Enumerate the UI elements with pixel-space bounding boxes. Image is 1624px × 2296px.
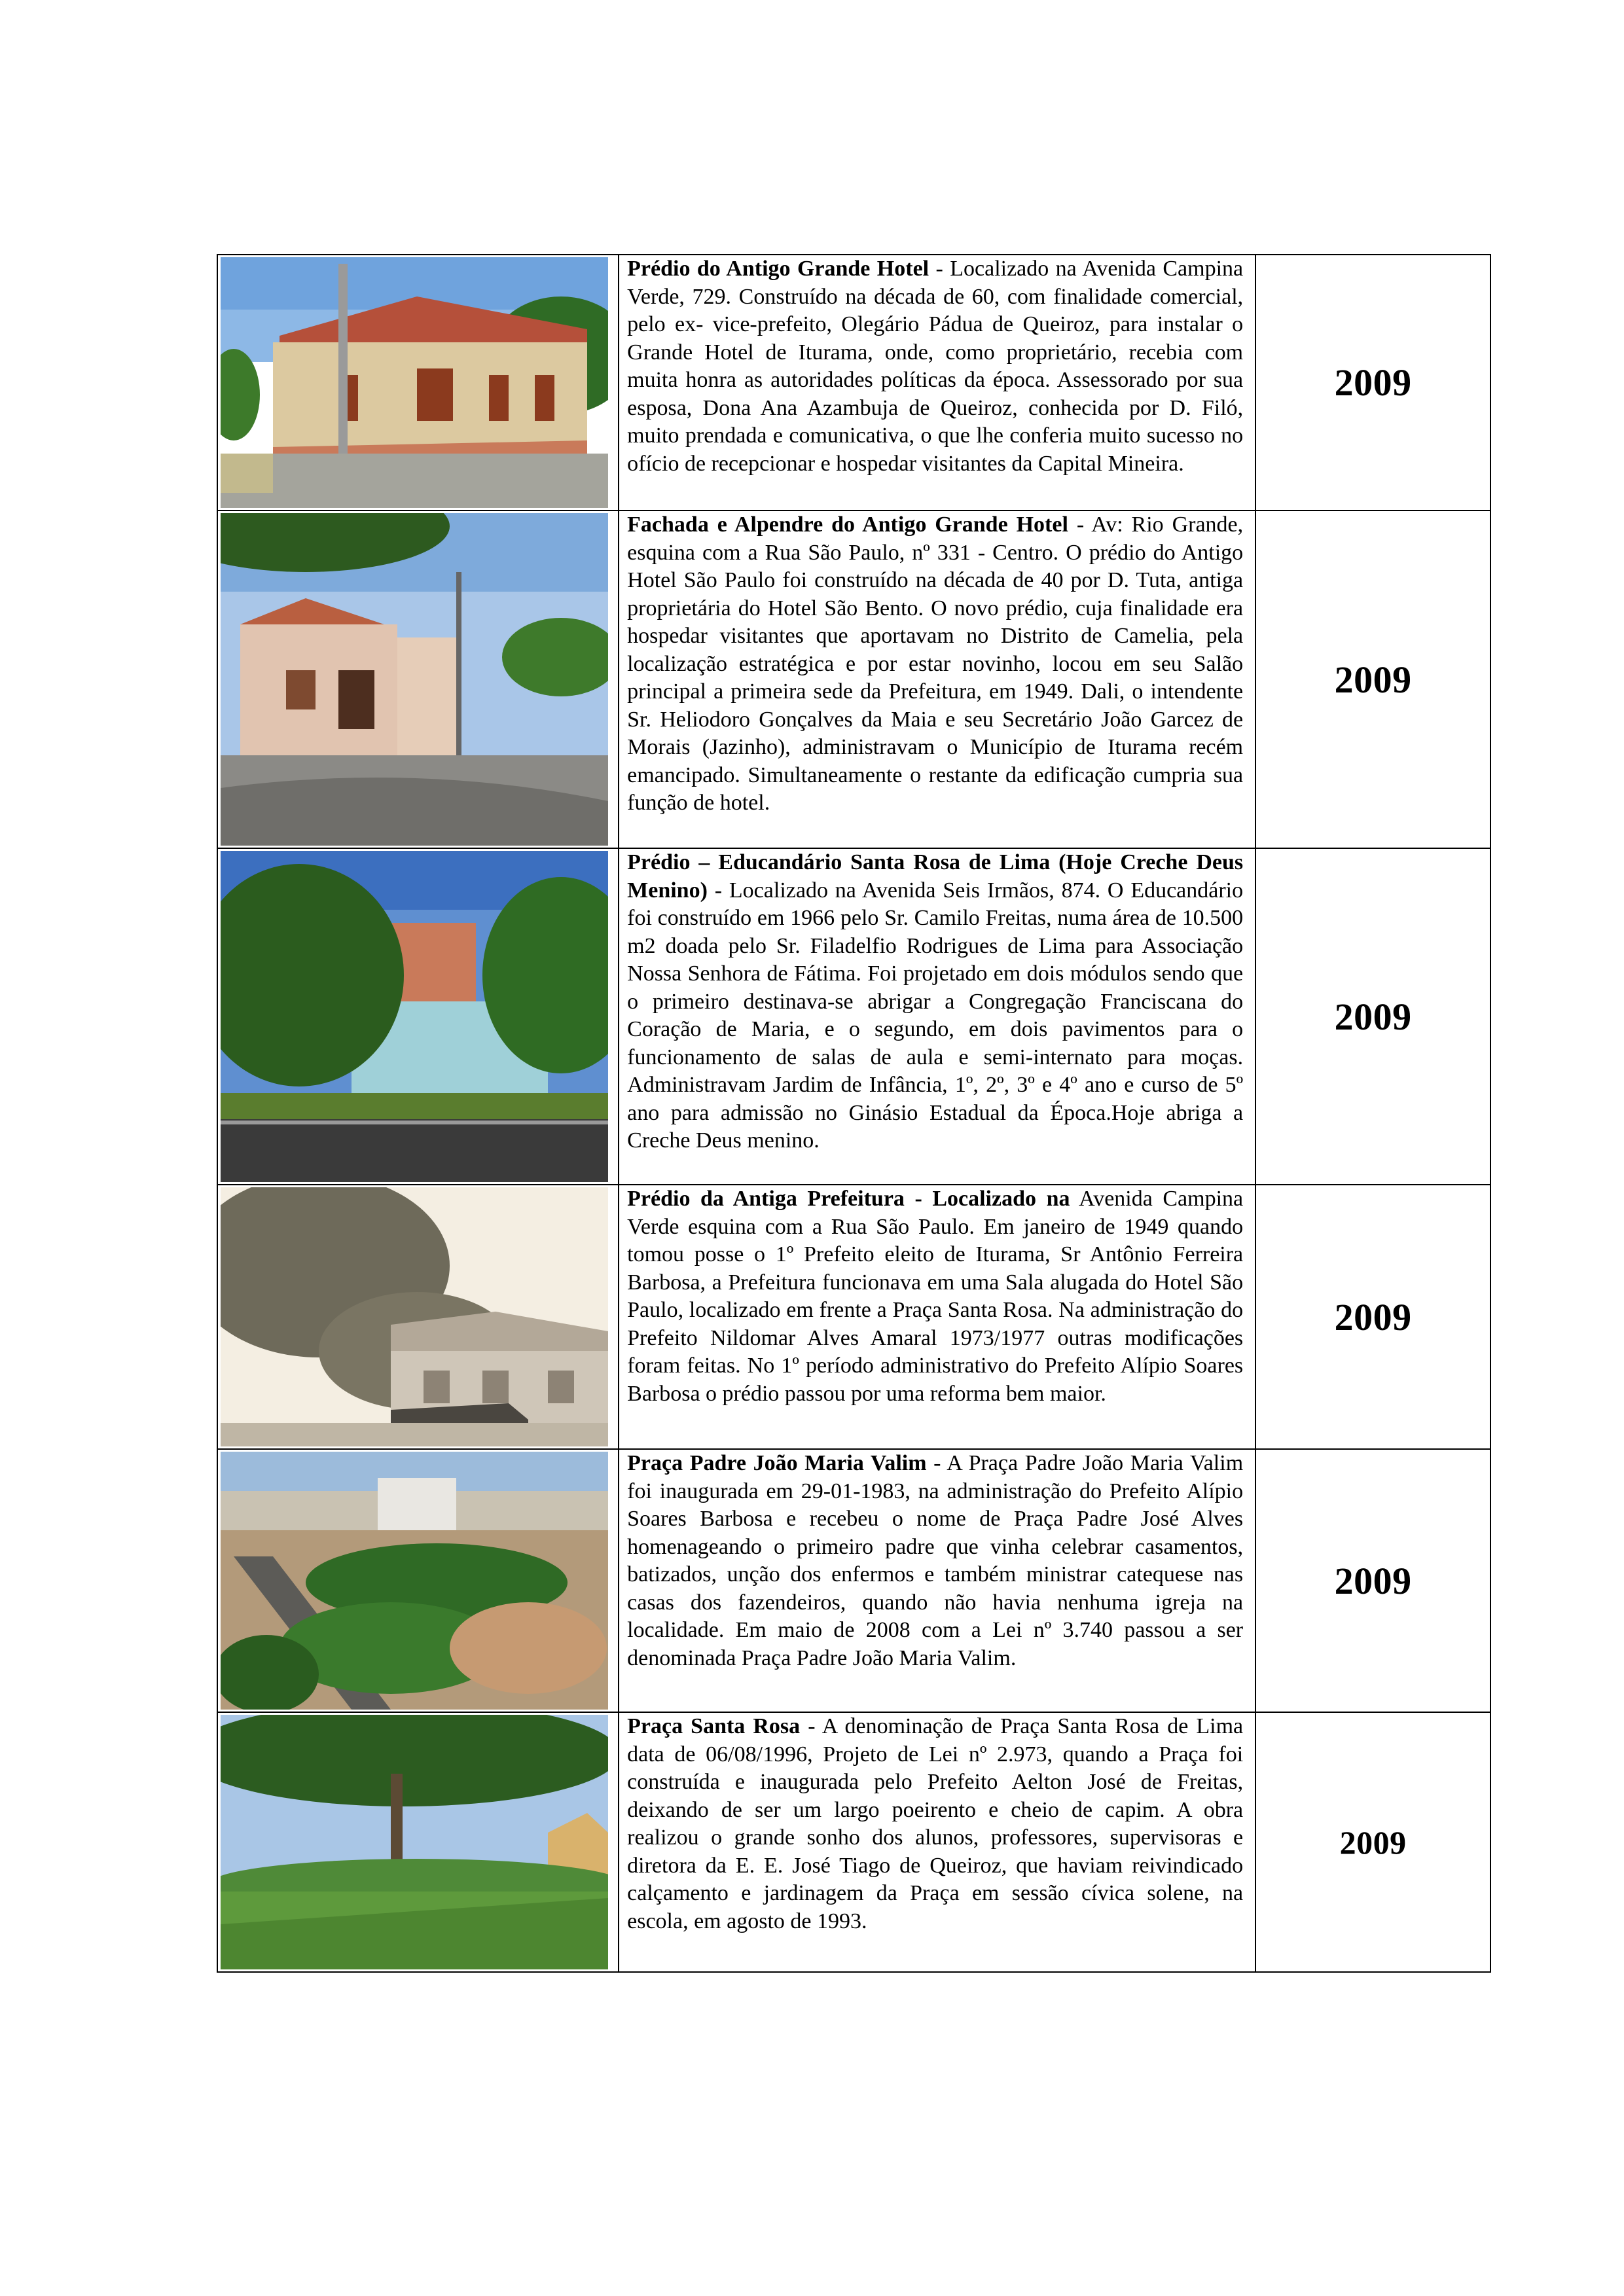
year-label: 2009	[1334, 361, 1412, 404]
text-cell	[619, 511, 1255, 848]
row-text: - Localizado na Avenida Campina Verde, 729. Construído na década de 60, com finalidade comercial, pelo ex- vice-prefeito, Olegário Pádua de Queiroz, para instalar o Grande Hotel de Iturama, onde, como proprietário, recebia com muita honra as autoridades políticas da época. Assessorado por sua esposa, Dona Ana Azambuja de Queiroz, conhecida por D. Filó, muito prendada e comunicativa, o que lhe conferia muito sucesso no ofício de recepcionar e hospedar visitantes da Capital Mineira.	[627, 257, 1244, 476]
photo-cell	[217, 1185, 619, 1449]
year-cell	[1255, 848, 1490, 1185]
table-row	[217, 1449, 1490, 1712]
year-cell	[1255, 255, 1490, 511]
text-cell	[619, 1185, 1255, 1449]
row-description	[619, 1450, 1255, 1672]
year-label: 2009	[1334, 658, 1412, 701]
grande-hotel-photo	[221, 257, 608, 508]
row-title: Prédio da Antiga Prefeitura - Localizado na	[627, 1187, 1070, 1211]
year-cell	[1255, 1712, 1490, 1972]
row-description	[619, 1185, 1255, 1408]
praca-santa-rosa-photo	[221, 1715, 608, 1969]
photo-cell	[217, 1712, 619, 1972]
text-cell	[619, 1712, 1255, 1972]
text-cell	[619, 848, 1255, 1185]
table-row	[217, 1712, 1490, 1972]
text-cell	[619, 255, 1255, 511]
year-cell	[1255, 1185, 1490, 1449]
row-description	[619, 1713, 1255, 1935]
row-text: Avenida Campina Verde esquina com a Rua São Paulo. Em janeiro de 1949 quando tomou posse o 1º Prefeito eleito de Iturama, Sr Antônio Ferreira Barbosa, a Prefeitura funcionava em uma Sala alugada do Hotel São Paulo, localizado em frente a Praça Santa Rosa. Na administração do Prefeito Nildomar Alves Amaral 1973/1977 outras modificações foram feitas. No 1º período administrativo do Prefeito Alípio Soares Barbosa o prédio passou por uma reforma bem maior.	[627, 1187, 1244, 1406]
table-row	[217, 1185, 1490, 1449]
row-title: Fachada e Alpendre do Antigo Grande Hotel	[627, 512, 1068, 537]
photo-cell	[217, 511, 619, 848]
table-row	[217, 255, 1490, 511]
row-description	[619, 255, 1255, 478]
antiga-prefeitura-photo	[221, 1187, 608, 1446]
table-row	[217, 848, 1490, 1185]
row-description	[619, 511, 1255, 817]
year-cell	[1255, 1449, 1490, 1712]
row-title: Praça Santa Rosa	[627, 1714, 801, 1738]
row-title: Praça Padre João Maria Valim	[627, 1451, 927, 1475]
row-title: Prédio do Antigo Grande Hotel	[627, 257, 929, 281]
row-text: - Av: Rio Grande, esquina com a Rua São Paulo, nº 331 - Centro. O prédio do Antigo Hotel São Paulo foi construído na década de 40 por D. Tuta, antiga proprietária do Hotel São Bento. O novo prédio, cuja finalidade era hospedar visitantes que aportavam no Distrito de Camelia, pela localização estratégica e por estar novinho, locou em seu Salão principal a primeira sede da Prefeitura, em 1949. Dali, o intendente Sr. Heliodoro Gonçalves da Maia e seu Secretário João Garcez de Morais (Jazinho), administravam o Município de Iturama recém emancipado. Simultaneamente o restante da edificação cumpria sua função de hotel.	[627, 512, 1244, 815]
praca-padre-joao-photo	[221, 1452, 608, 1710]
row-description	[619, 849, 1255, 1155]
year-label: 2009	[1339, 1823, 1407, 1861]
row-text: - A denominação de Praça Santa Rosa de Lima data de 06/08/1996, Projeto de Lei nº 2.973, quando a Praça foi construída e inaugurada pelo Prefeito Aelton José de Freitas, deixando de ser um largo poeirento e cheio de capim. A obra realizou o grande sonho dos alunos, professores, supervisoras e diretora da E. E. José Tiago de Queiroz, que haviam reivindicado calçamento e jardinagem da Praça em sessão cívica solene, na escola, em agosto de 1993.	[627, 1714, 1244, 1933]
year-label: 2009	[1334, 1559, 1412, 1602]
fachada-alpendre-photo	[221, 513, 608, 846]
row-text: - Localizado na Avenida Seis Irmãos, 874. O Educandário foi construído em 1966 pelo Sr. Camilo Freitas, numa área de 10.500 m2 doada pelo Sr. Filadelfio Rodrigues de Lima para Associação Nossa Senhora de Fátima. Foi projetado em dois módulos sendo que o primeiro destinava-se abrigar a Congregação Franciscana do Coração de Maria, e o segundo, em dois pavimentos para o funcionamento de salas de aula e semi-internato para moças. Administravam Jardim de Infância, 1º, 2º, 3º e 4º ano e curso de 5º ano para admissão no Ginásio Estadual da Época.Hoje abriga a Creche Deus menino.	[627, 878, 1244, 1153]
row-text: - A Praça Padre João Maria Valim foi inaugurada em 29-01-1983, na administração do Prefeito Alípio Soares Barbosa e recebeu o nome de Praça Padre José Alves homenageando o primeiro padre que vinha celebrar casamentos, batizados, unção dos enfermos e também ministrar catequese nas casas dos fazendeiros, quando não havia nenhuma igreja na localidade. Em maio de 2008 com a Lei nº 3.740 passou a ser denominada Praça Padre João Maria Valim.	[627, 1451, 1244, 1670]
heritage-table	[217, 254, 1491, 1973]
educandario-photo	[221, 851, 608, 1182]
photo-cell	[217, 1449, 619, 1712]
photo-cell	[217, 848, 619, 1185]
table-row	[217, 511, 1490, 848]
text-cell	[619, 1449, 1255, 1712]
photo-cell	[217, 255, 619, 511]
year-cell	[1255, 511, 1490, 848]
year-label: 2009	[1334, 995, 1412, 1038]
year-label: 2009	[1334, 1295, 1412, 1338]
row-title: Prédio – Educandário Santa Rosa de Lima (Hoje Creche Deus Menino)	[627, 850, 1244, 903]
